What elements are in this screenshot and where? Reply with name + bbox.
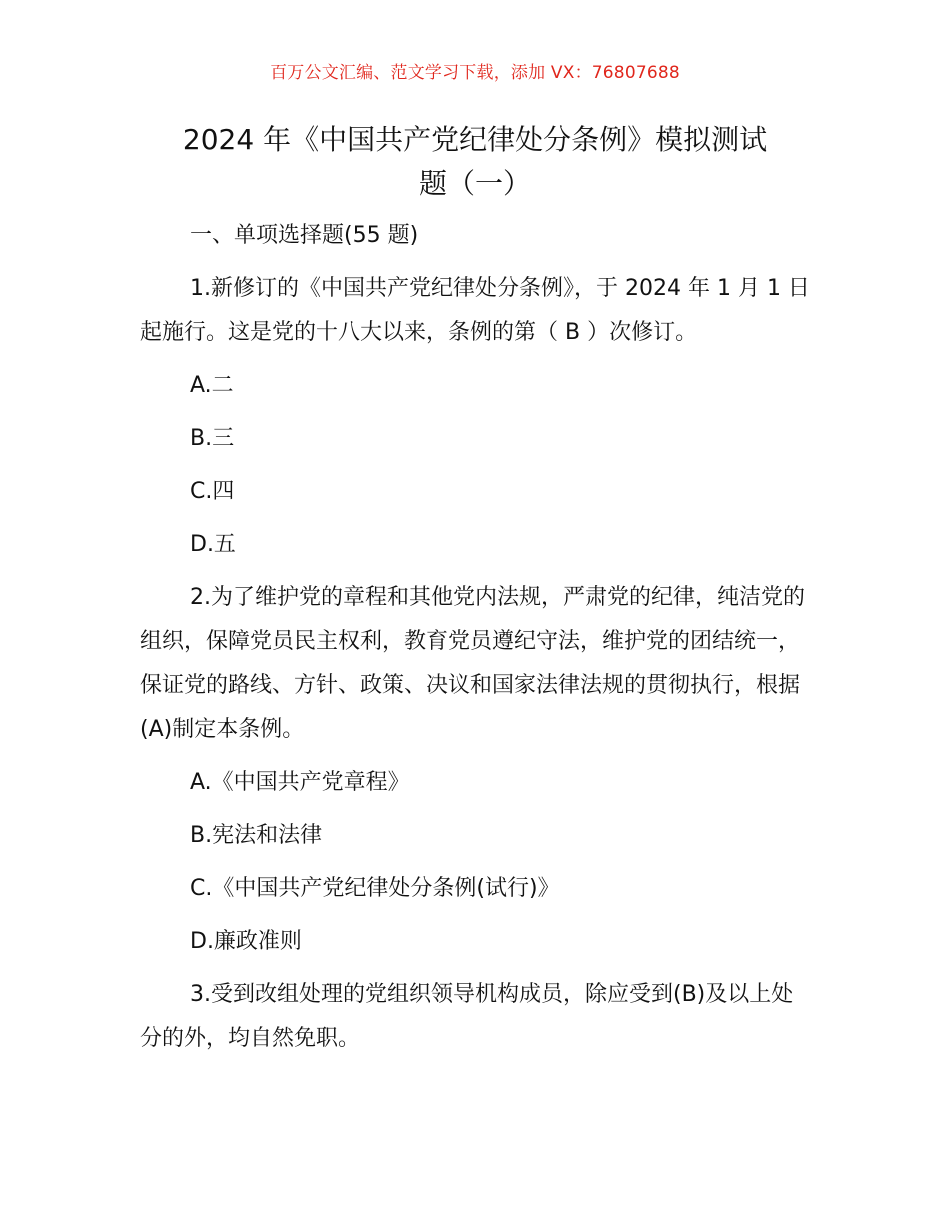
title-line-1: 2024 年《中国共产党纪律处分条例》模拟测试 [182, 123, 768, 156]
question-stem: 3.受到改组处理的党组织领导机构成员，除应受到(B)及以上处分的外，均自然免职。 [140, 982, 794, 1051]
section-heading: 一、单项选择题(55 题) [190, 223, 419, 248]
option-d: D.五 [190, 532, 236, 557]
option-a: A.二 [190, 373, 234, 398]
document-body [140, 214, 810, 1061]
document-title [140, 118, 810, 206]
option-c: C.《中国共产党纪律处分条例(试行)》 [190, 876, 560, 901]
title-line-2: 题（一） [418, 167, 531, 200]
question-stem: 2.为了维护党的章程和其他党内法规，严肃党的纪律，纯洁党的组织，保障党员民主权利，教育党员遵纪守法，维护党的团结统一，保证党的路线、方针、政策、决议和国家法律法规的贯彻执行，根据(A)制定本条例。 [140, 585, 805, 742]
option-d: D.廉政准则 [190, 929, 302, 954]
promo-header: 百万公文汇编、范文学习下载，添加 VX：76807688 [270, 63, 680, 83]
question-stem: 1.新修订的《中国共产党纪律处分条例》，于 2024 年 1 月 1 日起施行。这是党的十八大以来，条例的第（ B ）次修订。 [140, 276, 810, 345]
option-b: B.宪法和法律 [190, 823, 323, 848]
option-c: C.四 [190, 479, 235, 504]
option-a: A.《中国共产党章程》 [190, 770, 410, 795]
option-b: B.三 [190, 426, 235, 451]
